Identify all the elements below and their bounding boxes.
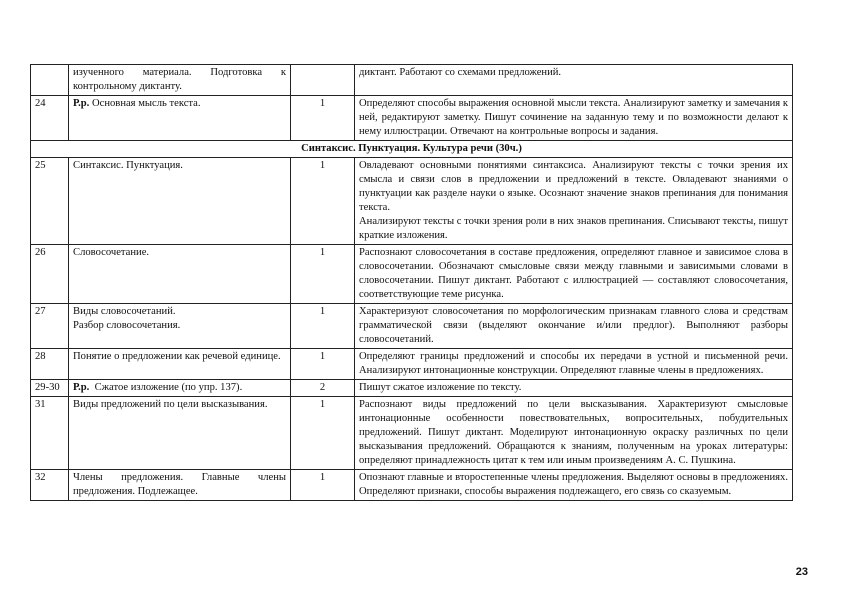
table-row xyxy=(31,349,793,380)
activity-cell: Распознают виды предложений по цели высказывания. Характеризуют смысловые интонационные особенности повествовательных, вопросительных, побудительных предложений. Пишут диктант. Моделируют интонационную окраску различных по цели высказывания предложений. Обращаются к знаниям, полученным на уроках литературы: определяют принадлежность цитат к тем или иным произведениям А. С. Пушкина. xyxy=(355,397,793,470)
number-cell: 24 xyxy=(31,96,69,141)
table-row xyxy=(31,397,793,470)
table-row xyxy=(31,470,793,501)
activity-cell: Определяют границы предложений и способы их передачи в устной и письменной речи. Анализируют интонационные конструкции. Определяют главные члены в предложениях. xyxy=(355,349,793,380)
table-row xyxy=(31,158,793,245)
hours-cell: 1 xyxy=(291,158,355,245)
topic-cell xyxy=(69,304,291,349)
hours-cell: 1 xyxy=(291,245,355,304)
section-header-row xyxy=(31,141,793,158)
number-cell: 28 xyxy=(31,349,69,380)
activity-cell: Определяют способы выражения основной мысли текста. Анализируют заметку и замечания к ней, редактируют заметку. Пишут сочинение на заданную тему и по возможности делают к нему иллюстрации. Отвечают на контрольные вопросы и задания. xyxy=(355,96,793,141)
table-row xyxy=(31,245,793,304)
topic-cell: Синтаксис. Пунктуация. xyxy=(69,158,291,245)
table-row xyxy=(31,380,793,397)
number-cell xyxy=(31,65,69,96)
section-header: Синтаксис. Пунктуация. Культура речи (30ч.) xyxy=(31,141,793,158)
topic-cell: изученного материала. Подготовка к контрольному диктанту. xyxy=(69,65,291,96)
speech-dev-label: Р.р. xyxy=(73,382,90,393)
hours-cell: 1 xyxy=(291,96,355,141)
activity-cell: Опознают главные и второстепенные члены предложения. Выделяют основы в предложениях. Определяют признаки, способы выражения подлежащего, его связь со сказуемым. xyxy=(355,470,793,501)
number-cell: 31 xyxy=(31,397,69,470)
activity-text: Овладевают основными понятиями синтаксиса. Анализируют тексты с точки зрения их смысла и связи слов в предложении и предложений в тексте. Овладевают знаниями о пунктуации как разделе науки о языке. Осознают значение знаков препинания для понимания текста. xyxy=(359,160,788,213)
activity-text-2: Анализируют тексты с точки зрения роли в них знаков препинания. Списывают тексты, пишут краткие изложения. xyxy=(359,216,788,241)
hours-cell: 1 xyxy=(291,304,355,349)
table-row xyxy=(31,96,793,141)
topic-text: Виды словосочетаний. xyxy=(73,306,176,317)
number-cell: 32 xyxy=(31,470,69,501)
topic-cell: Виды предложений по цели высказывания. xyxy=(69,397,291,470)
number-cell: 29-30 xyxy=(31,380,69,397)
hours-cell: 1 xyxy=(291,470,355,501)
topic-cell xyxy=(69,96,291,141)
activity-cell: Распознают словосочетания в составе предложения, определяют главное и зависимое слова в словосочетании. Обозначают смысловые связи между главными и зависимыми словами в словосочетании. Пишут диктант. Работают с иллюстрацией — составляют словосочетания, соответствующие теме рисунка. xyxy=(355,245,793,304)
number-cell: 26 xyxy=(31,245,69,304)
topic-cell: Словосочетание. xyxy=(69,245,291,304)
table-row xyxy=(31,304,793,349)
number-cell: 25 xyxy=(31,158,69,245)
hours-cell xyxy=(291,65,355,96)
activity-cell: Пишут сжатое изложение по тексту. xyxy=(355,380,793,397)
hours-cell: 2 xyxy=(291,380,355,397)
topic-text: Сжатое изложение (по упр. 137). xyxy=(89,382,243,393)
hours-cell: 1 xyxy=(291,349,355,380)
page-number: 23 xyxy=(795,566,808,578)
activity-cell xyxy=(355,158,793,245)
activity-cell: диктант. Работают со схемами предложений. xyxy=(355,65,793,96)
topic-text: Основная мысль текста. xyxy=(89,98,201,109)
topic-cell xyxy=(69,380,291,397)
topic-cell: Понятие о предложении как речевой единице. xyxy=(69,349,291,380)
activity-cell: Характеризуют словосочетания по морфологическим признакам главного слова и средствам грамматической связи (выделяют окончание и/или предлог). Выполняют разборы словосочетаний. xyxy=(355,304,793,349)
table-row xyxy=(31,65,793,96)
speech-dev-label: Р.р. xyxy=(73,98,90,109)
topic-cell: Члены предложения. Главные члены предложения. Подлежащее. xyxy=(69,470,291,501)
hours-cell: 1 xyxy=(291,397,355,470)
number-cell: 27 xyxy=(31,304,69,349)
topic-text-2: Разбор словосочетания. xyxy=(73,320,181,331)
curriculum-table xyxy=(30,64,793,501)
